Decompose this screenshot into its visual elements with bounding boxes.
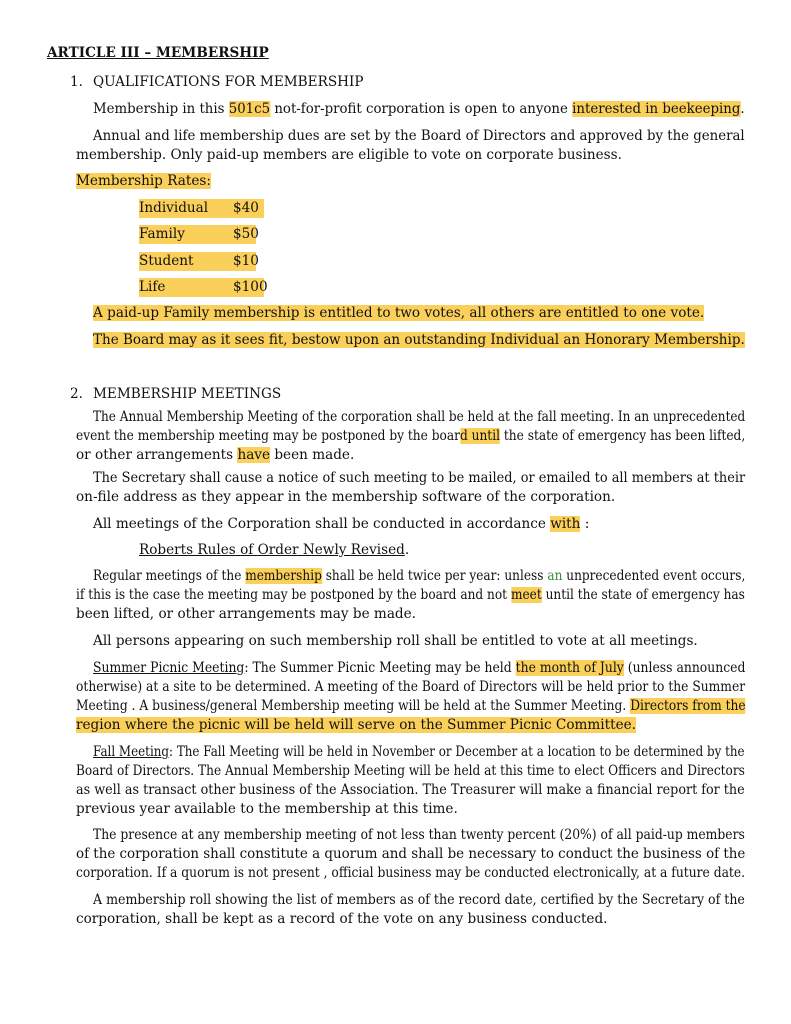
rate-row-student [139, 252, 259, 271]
secretary-notice-line-1: The Secretary shall cause a notice of such meeting to be mailed, or emailed to all members at their [93, 470, 746, 486]
text-span: if this is the case the meeting may be postponed by the board and not [76, 587, 511, 603]
text-span: Membership in this [93, 101, 229, 117]
rate-type: Life [139, 279, 166, 295]
rate-amount: $10 [233, 253, 259, 269]
highlight-until: d until [459, 428, 501, 444]
rate-amount: $50 [233, 226, 259, 242]
annual-meeting-line-1: The Annual Membership Meeting of the corporation shall be held at the fall meeting. In an unprecedented [93, 409, 746, 425]
fall-meeting-line-4: previous year available to the membership at this time. [76, 801, 458, 817]
text-span: been made. [270, 447, 355, 463]
rate-type: Family [139, 226, 185, 242]
text-span: . [404, 542, 410, 558]
text-span: Regular meetings of the [93, 568, 246, 584]
text-span: shall be held twice per year: unless [321, 568, 548, 584]
rules-title-part: of [235, 542, 258, 558]
text-span: : The Summer Picnic Meeting may be held [244, 660, 516, 676]
text-span: event the membership meeting may be postponed by the boar [76, 428, 460, 444]
rate-amount: $40 [233, 200, 259, 216]
regular-meetings-line-1 [93, 567, 745, 586]
annual-meeting-line-2 [76, 427, 745, 446]
conduct-paragraph [93, 515, 589, 534]
fall-meeting-line-2: Board of Directors. The Annual Membership Meeting will be held at this time to elect Officers and Directors [76, 763, 745, 779]
membership-rates-label [76, 172, 211, 191]
highlight-month-of-july: the month of July [515, 660, 624, 676]
quorum-line-1: The presence at any membership meeting of not less than twenty percent (20%) of all paid-up members [93, 827, 745, 843]
text-span: : [580, 516, 590, 532]
dues-paragraph-line-1: Annual and life membership dues are set by the Board of Directors and approved by the general [93, 128, 745, 144]
highlight-have: have [237, 447, 271, 463]
honorary-membership-note [93, 331, 745, 350]
fall-meeting-line-1 [93, 743, 745, 762]
rate-row-family [139, 225, 259, 244]
section-1-title: QUALIFICATIONS FOR MEMBERSHIP [93, 74, 364, 90]
summer-picnic-label: Summer Picnic Meeting [93, 660, 245, 676]
text-span: : The Fall Meeting will be held in November or December at a location to be determined by the [169, 744, 745, 760]
highlight-picnic-committee: region where the picnic will be held will serve on the Summer Picnic Committee. [76, 717, 636, 733]
annual-meeting-line-3 [76, 446, 354, 465]
membership-eligibility-paragraph [93, 100, 745, 119]
rate-type: Individual [139, 200, 209, 216]
text-span: not-for-profit corporation is open to anyone [270, 101, 573, 117]
highlight-membership: membership [245, 568, 322, 584]
article-heading: ARTICLE III – MEMBERSHIP [47, 45, 269, 61]
regular-meetings-line-2 [76, 586, 745, 605]
text-span: . [740, 101, 745, 117]
regular-meetings-line-3: been lifted, or other arrangements may be made. [76, 606, 416, 622]
fall-meeting-line-3: as well as transact other business of the Association. The Treasurer will make a financial report for the [76, 782, 745, 798]
summer-picnic-line-4 [76, 716, 636, 735]
highlight-501c5: 501c5 [228, 101, 271, 117]
highlight-meet: meet [510, 587, 542, 603]
quorum-line-3: corporation. If a quorum is not present , official business may be conducted electronically, at a future date. [76, 865, 746, 881]
note-text: The Board may as it sees fit, bestow upon an outstanding Individual an Honorary Membership. [93, 332, 745, 348]
highlight-directors: Directors from the [630, 698, 746, 714]
rates-label-text: Membership Rates: [76, 173, 211, 189]
text-span: unprecedented event occurs, [562, 568, 746, 584]
highlight-with: with [550, 516, 581, 532]
secretary-notice-line-2: on-file address as they appear in the membership software of the corporation. [76, 489, 616, 505]
text-span: until the state of emergency has [541, 587, 745, 603]
text-span: All meetings of the Corporation shall be conducted in accordance [93, 516, 551, 532]
family-votes-note [93, 304, 704, 323]
highlight-beekeeping: interested in beekeeping [572, 101, 741, 117]
quorum-line-2: of the corporation shall constitute a quorum and shall be necessary to conduct the business of the [76, 846, 746, 862]
text-span: Meeting . A business/general Membership meeting will be held at the Summer Meeting. [76, 698, 631, 714]
section-2-number: 2. [70, 386, 83, 402]
rate-row-individual [139, 199, 264, 218]
text-span: or other arrangements [76, 447, 238, 463]
section-1-heading [70, 73, 364, 92]
section-2-title: MEMBERSHIP MEETINGS [93, 386, 282, 402]
text-span: (unless announced [623, 660, 746, 676]
rate-row-life [139, 278, 268, 297]
section-2-heading [70, 385, 282, 404]
roll-vote-paragraph: All persons appearing on such membership roll shall be entitled to vote at all meetings. [93, 633, 698, 649]
fall-meeting-label: Fall Meeting [93, 744, 170, 760]
section-1-number: 1. [70, 74, 83, 90]
rules-title-part: Order Newly Revised [257, 542, 405, 558]
text-span: the state of emergency has been lifted, [500, 428, 746, 444]
note-text: A paid-up Family membership is entitled to two votes, all others are entitled to one vote. [93, 305, 705, 321]
dues-paragraph-line-2: membership. Only paid-up members are eligible to vote on corporate business. [76, 147, 622, 163]
summer-picnic-line-2: otherwise) at a site to be determined. A meeting of the Board of Directors will be held prior to the Summer [76, 679, 746, 695]
summer-picnic-line-3 [76, 697, 746, 716]
green-word-an: an [547, 568, 563, 584]
summer-picnic-line-1 [93, 659, 745, 678]
rate-amount: $100 [233, 279, 268, 295]
rate-type: Student [139, 253, 194, 269]
membership-roll-line-2: corporation, shall be kept as a record of the vote on any business conducted. [76, 911, 608, 927]
rules-title-part: Roberts Rules [139, 542, 236, 558]
membership-roll-line-1: A membership roll showing the list of members as of the record date, certified by the Secretary of the [93, 892, 745, 908]
roberts-rules-reference [139, 541, 409, 560]
